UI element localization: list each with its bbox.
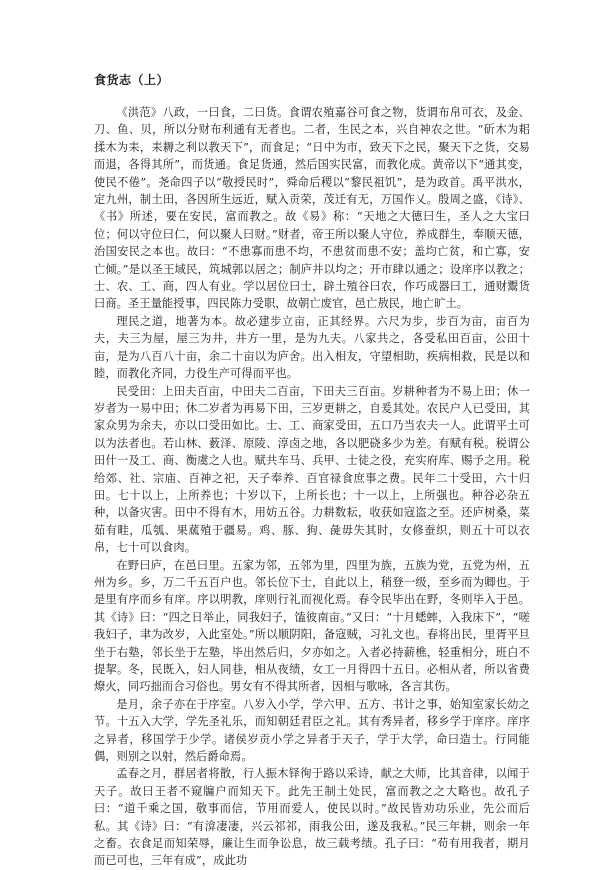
document-title: 食货志（上） — [94, 73, 170, 87]
paragraph-4: 在野曰庐，在邑曰里。五家为邻，五邻为里，四里为族，五族为党，五党为州，五州为乡。乡，万二千五百户也。邻长位下士，自此以上，稍登一级，至乡而为卿也。于是里有序而乡有庠。序以明教，庠则行礼而视化焉。春令民毕出在野，冬则毕入于邑。其《诗》曰：“四之日举止，同我妇子，馌彼南亩。”又曰：“十月蟋蟀，入我床下”，“嗟我妇子，聿为改岁，入此室处。”所以顺阴阳，备寇贼，习礼文也。春将出民，里胥平旦坐于右塾，邻长坐于左塾，毕出然后归，夕亦如之。入者必持薪樵，轻重相分，班白不提挈。冬，民既入，妇人同巷，相从夜绩，女工一月得四十五日。必相从者，所以省费燎火，同巧拙而合习俗也。男女有不得其所者，因相与歌咏，各言其伤。 — [94, 558, 530, 694]
paragraph-5: 是月，余子亦在于序室。八岁入小学，学六甲、五方、书计之事，始知室家长幼之节。十五入大学，学先圣礼乐，而知朝廷君臣之礼。其有秀异者，移乡学于庠序。庠序之异者，移国学于少学。诸侯岁贡小学之异者于天子，学于大学，命曰造士。行同能偶，则别之以射，然后爵命焉。 — [94, 697, 530, 764]
paragraph-1: 《洪范》八政，一曰食，二曰货。食谓农殖嘉谷可食之物，货谓布帛可衣，及金、刀、鱼、贝，所以分财布利通有无者也。二者，生民之本，兴自神农之世。“斫木为耜揉木为耒，耒耨之利以教天下”，而食足；“日中为市，致天下之民，聚天下之货，交易而退，各得其所”，而货通。食足货通，然后国实民富，而教化成。黄帝以下“通其变，使民不倦”。尧命四子以“敬授民时”，舜命后稷以“黎民祖饥”，是为政首。禹平洪水，定九州，制土田，各因所生远近，赋入贡荣，茂迁有无，万国作乂。殷周之盛，《诗》、《书》所述，要在安民，富而教之。故《易》称：“天地之大德曰生，圣人之大宝曰位；何以守位曰仁，何以聚人曰财。”财者，帝王所以聚人守位，养成群生，奉顺天德，治国安民之本也。故曰：“不患寡而患不均，不患贫而患不安；盖均亡贫，和亡寡，安亡倾。”是以圣王域民，筑城郭以居之；制庐井以均之；开市肆以通之；设庠序以教之；士、农、工、商，四人有业。学以居位曰士，辟土殖谷曰农，作巧成器曰工，通财鬻货曰商。圣王量能授事，四民陈力受职，故朝亡废官，邑亡敖民，地亡旷土。 — [94, 106, 530, 311]
paragraph-6: 孟春之月，群居者将散，行人振木铎徇于路以采诗，献之大师，比其音律，以闻于天子。故曰王者不窥牖户而知天下。此先王制土处民，富而教之之大略也。故孔子曰：“道千乘之国，敬事而信，节用而爱人，使民以时。”故民皆劝功乐业，先公而后私。其《诗》曰：“有渰凄凄，兴云祁祁，雨我公田，遂及我私。”民三年耕，则余一年之畜。衣食足而知荣辱，廉让生而争讼息，故三载考绩。孔子曰：“苟有用我者，期月而已可也，三年有成”，成此功 — [94, 767, 530, 868]
paragraph-3: 民受田：上田夫百亩，中田夫二百亩，下田夫三百亩。岁耕种者为不易上田；休一岁者为一易中田；休二岁者为再易下田，三岁更耕之，自爰其处。农民户人已受田，其家众男为余夫，亦以口受田如比。士、工、商家受田，五口乃当农夫一人。此谓平土可以为法者也。若山林、薮泽、原陵、淳卤之地，各以肥硗多少为差。有赋有税。税谓公田什一及工、商、衡虞之人也。赋共车马、兵甲、士徒之役，充实府库、赐予之用。税给郊、社、宗庙、百神之祀，天子奉养、百官禄食庶事之费。民年二十受田，六十归田。七十以上，上所养也；十岁以下，上所长也；十一以上，上所强也。种谷必杂五种，以备灾害。田中不得有木，用妨五谷。力耕数耘，收获如寇盗之至。还庐树桑，菜茹有畦，瓜瓠、果蓏殖于疆易。鸡、豚、狗、彘毋失其时，女修蚕织，则五十可以衣帛，七十可以食肉。 — [94, 384, 530, 555]
paragraph-2: 理民之道，地著为本。故必建步立亩，正其经界。六尺为步，步百为亩，亩百为夫，夫三为屋，屋三为井，井方一里，是为九夫。八家共之，各受私田百亩，公田十亩，是为八百八十亩，余二十亩以为庐舍。出入相友，守望相助，疾病相救，民是以和睦，而教化齐同，力役生产可得而平也。 — [94, 314, 530, 381]
